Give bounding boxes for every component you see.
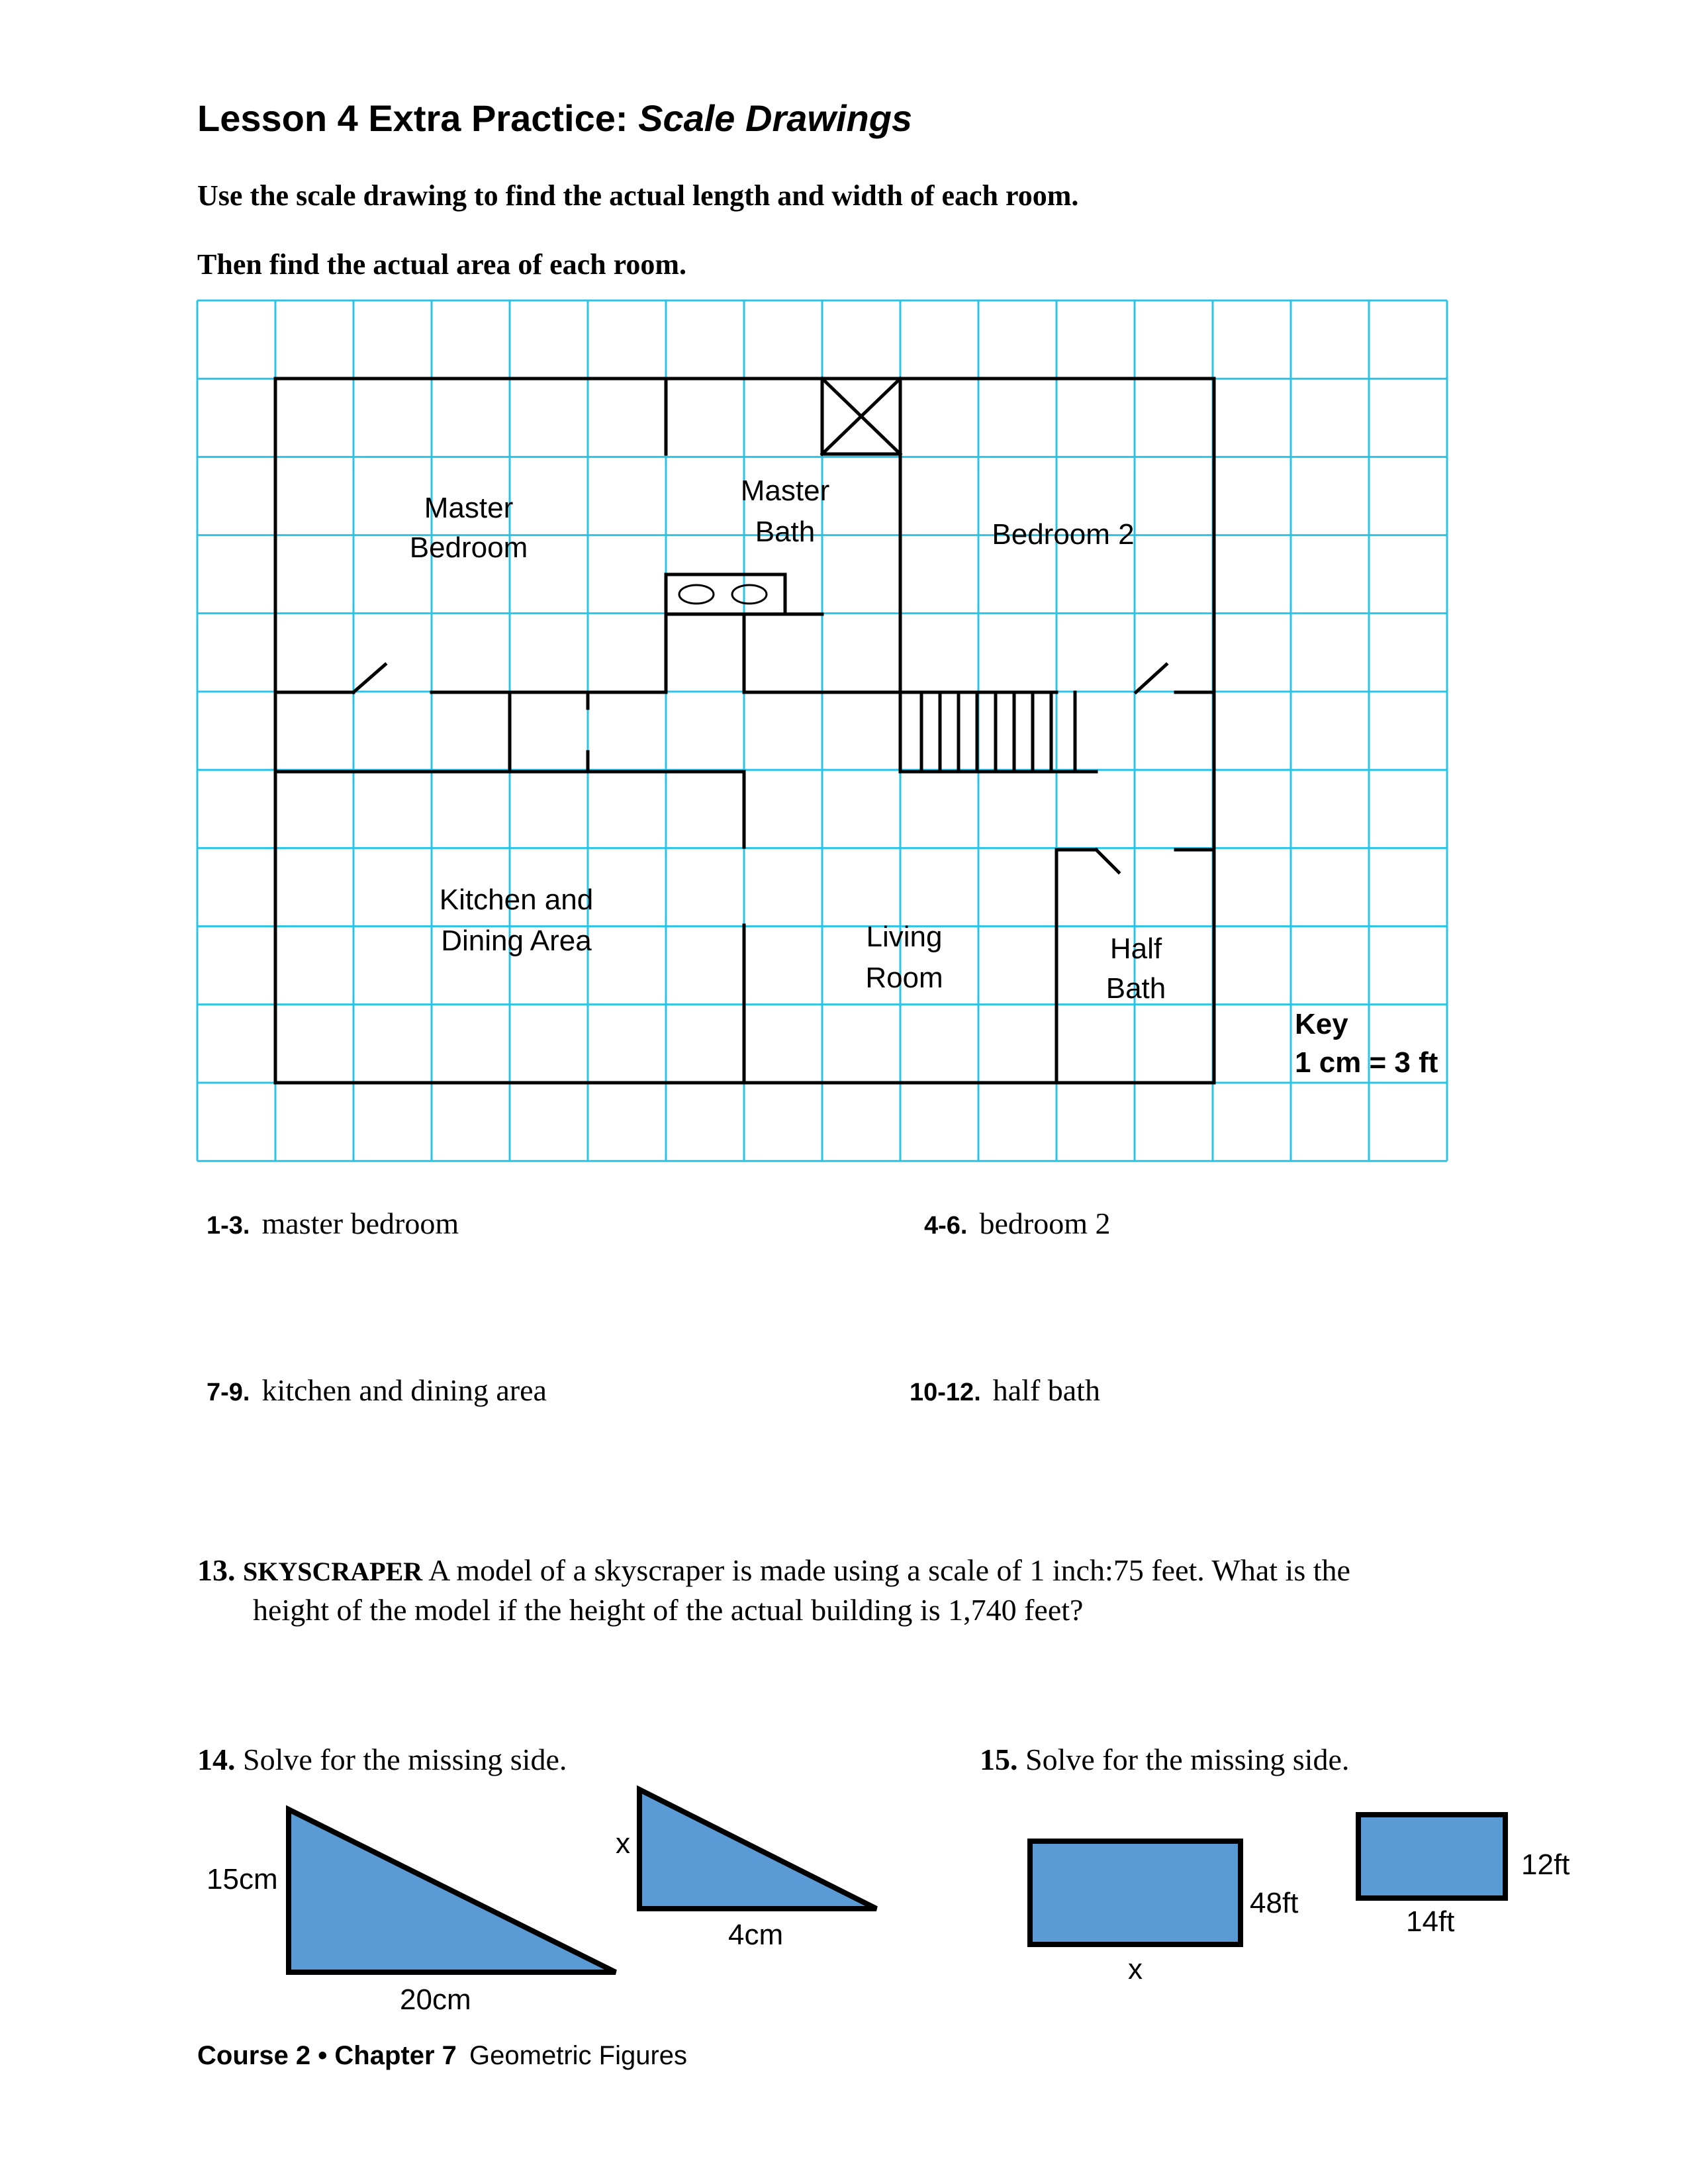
question-text: Solve for the missing side. [1025, 1743, 1350, 1776]
footer-course: Course 2 • Chapter 7 [197, 2041, 457, 2070]
question-text: master bedroom [261, 1206, 459, 1240]
question-text: kitchen and dining area [261, 1373, 547, 1407]
title-topic: Scale Drawings [638, 97, 913, 139]
key-scale: 1 cm = 3 ft [1295, 1046, 1438, 1079]
small-triangle [639, 1790, 876, 1909]
kitchen-line2: Dining Area [441, 925, 592, 957]
question-number: 7-9. [207, 1379, 250, 1406]
q15-big-width: x [1128, 1953, 1143, 1985]
question-14 [197, 1742, 567, 1777]
question-number: 15. [980, 1743, 1018, 1776]
question-text: half bath [992, 1373, 1100, 1407]
large-rectangle [1030, 1841, 1241, 1944]
master-bedroom-line2: Bedroom [409, 531, 528, 564]
q14-big-height: 15cm [207, 1863, 278, 1895]
question-text: bedroom 2 [979, 1206, 1111, 1240]
question-number: 13. [197, 1553, 236, 1587]
question-number: 1-3. [207, 1212, 250, 1240]
q14-big-base: 20cm [400, 1983, 471, 2016]
question-4-6 [924, 1206, 1111, 1241]
question-number: 10-12. [910, 1379, 981, 1406]
living-room-line2: Room [865, 962, 943, 994]
kitchen-line1: Kitchen and [439, 884, 594, 916]
master-bath-line1: Master [740, 475, 830, 507]
question-15 [980, 1742, 1349, 1777]
q15-small-height: 12ft [1521, 1848, 1570, 1881]
question-label: SKYSCRAPER [243, 1557, 423, 1586]
footer [197, 2041, 687, 2071]
q15-big-height: 48ft [1250, 1887, 1299, 1919]
question-number: 14. [197, 1743, 236, 1776]
question-13-line2: height of the model if the height of the actual building is 1,740 feet? [253, 1593, 1084, 1627]
sink-icon [679, 585, 767, 604]
question-text: Solve for the missing side. [243, 1743, 567, 1776]
question-1-3 [207, 1206, 459, 1241]
key-title: Key [1295, 1008, 1348, 1040]
master-bath-line2: Bath [755, 516, 816, 548]
half-bath-line2: Bath [1105, 972, 1166, 1005]
bedroom-2-label: Bedroom 2 [992, 518, 1135, 551]
small-rectangle [1358, 1815, 1505, 1898]
question-10-12 [910, 1373, 1100, 1408]
q14-small-base: 4cm [728, 1919, 784, 1951]
q14-small-height: x [616, 1827, 630, 1860]
large-triangle [289, 1809, 616, 1972]
question-text-line1: A model of a skyscraper is made using a scale of 1 inch:75 feet. What is the [428, 1553, 1350, 1587]
title-prefix: Lesson 4 Extra Practice: [197, 97, 628, 139]
half-bath-line1: Half [1109, 933, 1162, 965]
question-13 [197, 1553, 1350, 1588]
footer-topic: Geometric Figures [469, 2041, 688, 2070]
master-bedroom-line1: Master [424, 492, 514, 524]
question-number: 4-6. [924, 1212, 968, 1240]
living-room-line1: Living [866, 921, 943, 953]
question-7-9 [207, 1373, 547, 1408]
instruction-1: Use the scale drawing to find the actual length and width of each room. [197, 179, 1079, 212]
instruction-2: Then find the actual area of each room. [197, 248, 686, 281]
q15-small-width: 14ft [1406, 1905, 1455, 1938]
